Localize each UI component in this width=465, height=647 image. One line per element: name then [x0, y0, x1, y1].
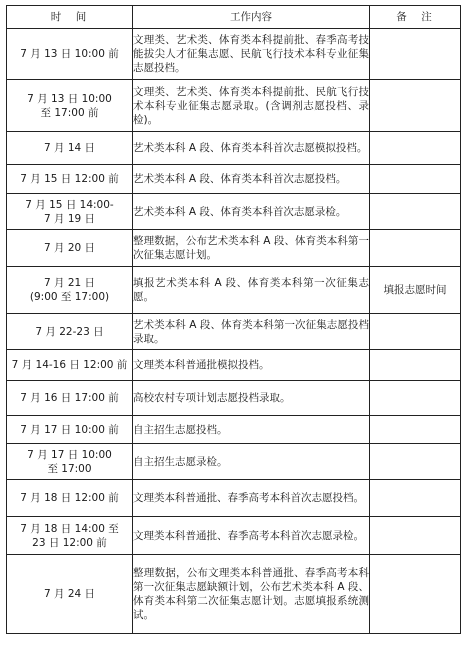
table-row	[7, 29, 461, 80]
table-row	[7, 555, 461, 634]
content-cell: 文理类、艺术类、体育类本科提前批、民航飞行技术本科专业征集志愿录取。(含调剂志愿投档、录检)。	[133, 80, 370, 132]
time-cell: 7 月 24 日	[7, 555, 133, 634]
content-cell: 艺术类本科 A 段、体育类本科第一次征集志愿投档录取。	[133, 314, 370, 350]
content-cell: 自主招生志愿投档。	[133, 416, 370, 444]
header-note: 备 注	[370, 6, 461, 29]
time-cell: 7 月 17 日 10:00 至 17:00	[7, 444, 133, 480]
table-row	[7, 165, 461, 194]
note-cell	[370, 230, 461, 267]
note-cell	[370, 480, 461, 517]
table-row	[7, 480, 461, 517]
content-cell: 填报艺术类本科 A 段、体育类本科第一次征集志愿。	[133, 267, 370, 314]
content-cell: 艺术类本科 A 段、体育类本科首次志愿投档。	[133, 165, 370, 194]
table-row	[7, 416, 461, 444]
content-cell: 文理类本科普通批模拟投档。	[133, 350, 370, 381]
time-cell: 7 月 15 日 14:00- 7 月 19 日	[7, 194, 133, 230]
table-row	[7, 230, 461, 267]
content-cell: 整理数据，公布文理类本科普通批、春季高考本科第一次征集志愿缺额计划，公布艺术类本科 A 段、体育类本科第二次征集志愿计划。志愿填报系统测试。	[133, 555, 370, 634]
table-row	[7, 517, 461, 555]
content-cell: 文理类本科普通批、春季高考本科首次志愿投档。	[133, 480, 370, 517]
note-cell	[370, 555, 461, 634]
note-cell	[370, 194, 461, 230]
note-cell	[370, 132, 461, 165]
table-row	[7, 132, 461, 165]
time-cell: 7 月 13 日 10:00 至 17:00 前	[7, 80, 133, 132]
table-row	[7, 267, 461, 314]
time-cell: 7 月 18 日 12:00 前	[7, 480, 133, 517]
note-cell	[370, 444, 461, 480]
header-content: 工作内容	[133, 6, 370, 29]
note-cell	[370, 381, 461, 416]
content-cell: 自主招生志愿录检。	[133, 444, 370, 480]
note-cell	[370, 29, 461, 80]
time-cell: 7 月 22-23 日	[7, 314, 133, 350]
table-row	[7, 194, 461, 230]
note-cell	[370, 416, 461, 444]
note-cell	[370, 80, 461, 132]
time-cell: 7 月 15 日 12:00 前	[7, 165, 133, 194]
time-cell: 7 月 17 日 10:00 前	[7, 416, 133, 444]
time-cell: 7 月 14 日	[7, 132, 133, 165]
content-cell: 高校农村专项计划志愿投档录取。	[133, 381, 370, 416]
note-cell: 填报志愿时间	[370, 267, 461, 314]
content-cell: 文理类本科普通批、春季高考本科首次志愿录检。	[133, 517, 370, 555]
content-cell: 文理类、艺术类、体育类本科提前批、春季高考技能拔尖人才征集志愿、民航飞行技术本科专业征集志愿投档。	[133, 29, 370, 80]
table-row	[7, 314, 461, 350]
content-cell: 艺术类本科 A 段、体育类本科首次志愿模拟投档。	[133, 132, 370, 165]
content-cell: 整理数据，公布艺术类本科 A 段、体育类本科第一次征集志愿计划。	[133, 230, 370, 267]
table-row	[7, 444, 461, 480]
table-header-row	[7, 6, 461, 29]
content-cell: 艺术类本科 A 段、体育类本科首次志愿录检。	[133, 194, 370, 230]
time-cell: 7 月 20 日	[7, 230, 133, 267]
table-row	[7, 381, 461, 416]
note-cell	[370, 350, 461, 381]
time-cell: 7 月 13 日 10:00 前	[7, 29, 133, 80]
schedule-table	[6, 5, 461, 634]
note-cell	[370, 314, 461, 350]
note-cell	[370, 517, 461, 555]
header-time: 时 间	[7, 6, 133, 29]
table-row	[7, 80, 461, 132]
time-cell: 7 月 14-16 日 12:00 前	[7, 350, 133, 381]
time-cell: 7 月 16 日 17:00 前	[7, 381, 133, 416]
time-cell: 7 月 18 日 14:00 至 23 日 12:00 前	[7, 517, 133, 555]
table-row	[7, 350, 461, 381]
time-cell: 7 月 21 日 (9:00 至 17:00)	[7, 267, 133, 314]
note-cell	[370, 165, 461, 194]
